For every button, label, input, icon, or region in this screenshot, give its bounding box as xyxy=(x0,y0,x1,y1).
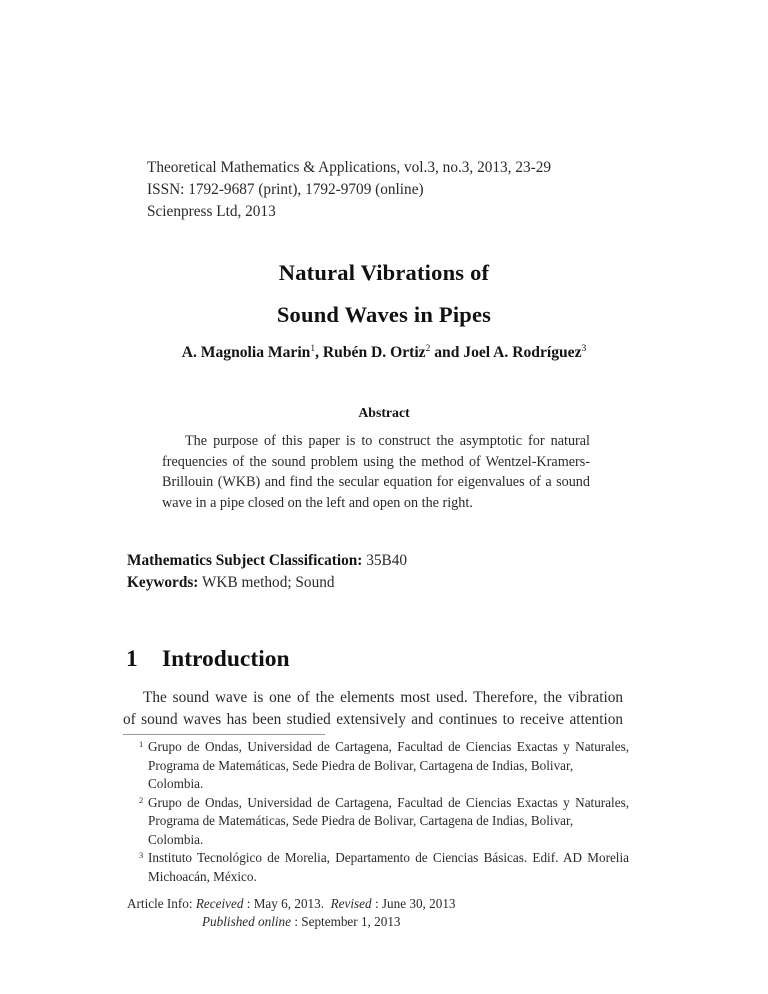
footnote-mark: 1 xyxy=(139,739,144,749)
abstract-line: The purpose of this paper is to construct the asymptotic for natural xyxy=(185,433,590,449)
paper-title-line-1: Natural Vibrations of xyxy=(278,260,490,285)
footnote-line: Grupo de Ondas, Universidad de Cartagena, Facultad de Ciencias Exactas y Naturales, xyxy=(148,794,629,810)
subject-classification-label: Mathematics Subject Classification: xyxy=(127,552,363,569)
intro-line: The sound wave is one of the elements most used. Therefore, the vibration xyxy=(143,689,623,706)
received-value: : May 6, 2013. xyxy=(246,896,325,911)
author-name: Joel A. Rodríguez xyxy=(463,344,582,361)
section-heading xyxy=(126,646,290,673)
published-label: Published online xyxy=(202,914,292,929)
abstract-line: wave in a pipe closed on the left and open on the right. xyxy=(162,494,473,511)
abstract-heading: Abstract xyxy=(358,405,410,420)
abstract-body xyxy=(162,431,590,513)
footnote-line: Programa de Matemáticas, Sede Piedra de Bolivar, Cartagena de Indias, Bolivar, xyxy=(148,757,574,773)
footnote xyxy=(139,738,629,794)
section-title: Introduction xyxy=(162,646,290,672)
revised-value: : June 30, 2013 xyxy=(374,896,456,911)
intro-paragraph xyxy=(123,687,623,731)
footnote xyxy=(139,849,629,886)
affiliation-mark: 3 xyxy=(581,344,587,354)
footnote-line: Colombia. xyxy=(148,776,204,791)
article-info-label: Article Info: xyxy=(127,896,193,911)
abstract-line: frequencies of the sound problem using the method of Wentzel-Kramers- xyxy=(162,453,590,470)
footnote-mark: 2 xyxy=(139,794,144,805)
footnote-line: Grupo de Ondas, Universidad de Cartagena, Facultad de Ciencias Exactas y Naturales, xyxy=(148,739,629,754)
affiliation-mark: 2 xyxy=(425,344,431,354)
footnote xyxy=(139,794,629,850)
keywords-label: Keywords: xyxy=(127,574,199,591)
keywords xyxy=(127,574,335,592)
revised-label: Revised xyxy=(330,896,372,911)
intro-line: of sound waves has been studied extensively and continues to receive attention xyxy=(123,711,623,728)
author-name: Rubén D. Ortiz xyxy=(322,344,426,361)
section-number: 1 xyxy=(126,646,138,672)
published-value: : September 1, 2013 xyxy=(294,914,401,929)
author-separator: , xyxy=(315,344,323,361)
subject-classification-value: 35B40 xyxy=(366,552,407,569)
keywords-value: WKB method; Sound xyxy=(201,574,335,591)
paper-title-line-2: Sound Waves in Pipes xyxy=(276,302,492,327)
author-name: A. Magnolia Marin xyxy=(181,344,311,361)
footnote-line: Michoacán, México. xyxy=(148,868,257,884)
author-separator: and xyxy=(430,344,464,361)
footnote-line: Colombia. xyxy=(148,831,204,847)
affiliation-mark: 1 xyxy=(310,344,316,354)
author-list xyxy=(0,344,768,362)
footnotes xyxy=(139,738,629,886)
journal-citation: Theoretical Mathematics & Applications, vol.3, no.3, 2013, 23-29 xyxy=(147,159,552,176)
received-label: Received xyxy=(195,896,244,911)
footnote-line: Instituto Tecnológico de Morelia, Departamento de Ciencias Básicas. Edif. AD Morelia xyxy=(148,850,629,865)
article-info-published xyxy=(202,913,401,931)
article-info-dates xyxy=(127,895,456,913)
abstract-line: Brillouin (WKB) and find the secular equation for eigenvalues of a sound xyxy=(162,474,590,490)
journal-publisher: Scienpress Ltd, 2013 xyxy=(147,203,276,220)
subject-classification xyxy=(127,552,407,570)
journal-issn: ISSN: 1792-9687 (print), 1792-9709 (online) xyxy=(147,181,424,198)
footnote-rule xyxy=(123,734,325,735)
footnote-mark: 3 xyxy=(139,850,144,860)
footnote-line: Programa de Matemáticas, Sede Piedra de Bolivar, Cartagena de Indias, Bolivar, xyxy=(148,813,574,828)
